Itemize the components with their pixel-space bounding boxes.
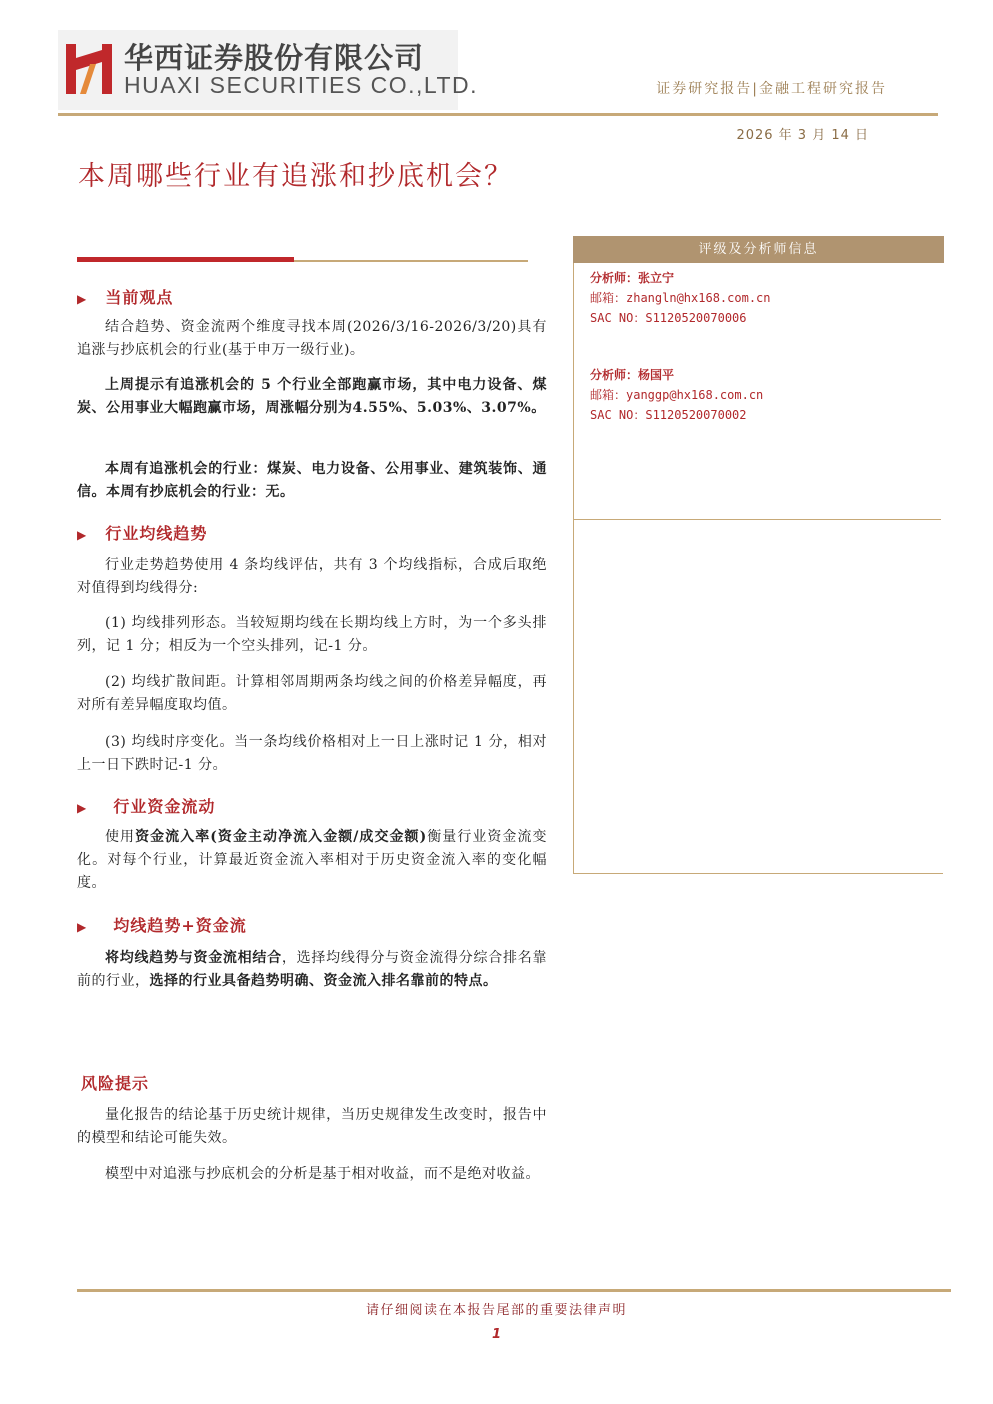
triangle-bullet-icon: ▶ xyxy=(77,528,87,542)
section-bar-rule xyxy=(294,260,528,262)
flow-paragraph: 使用资金流入率(资金主动净流入金额/成交金额)衡量行业资金流变化。对每个行业，计算最近资金流入率相对于历史资金流入率的变化幅度。 xyxy=(77,829,548,891)
section-bar-accent xyxy=(77,257,294,262)
trend-item-3: (3) 均线时序变化。当一条均线价格相对上一日上涨时记 1 分，相对上一日下跌时记-1 分。 xyxy=(77,734,547,773)
analyst-2-sac: SAC NO：S1120520070002 xyxy=(590,408,747,422)
view-paragraph-1: 结合趋势、资金流两个维度寻找本周(2026/3/16-2026/3/20)具有追涨与抄底机会的行业(基于申万一级行业)。 xyxy=(77,319,547,358)
risk-paragraph-1: 量化报告的结论基于历史统计规律，当历史规律发生改变时，报告中的模型和结论可能失效。 xyxy=(77,1107,547,1146)
company-name-cn: 华西证券股份有限公司 xyxy=(124,41,425,75)
trend-item-1: (1) 均线排列形态。当较短期均线在长期均线上方时，为一个多头排列，记 1 分；相反为一个空头排列，记-1 分。 xyxy=(77,615,547,654)
analyst-2-name: 分析师：杨国平 xyxy=(590,368,675,382)
view-paragraph-3: 本周有追涨机会的行业：煤炭、电力设备、公用事业、建筑装饰、通信。本周有抄底机会的行业：无。 xyxy=(77,461,547,500)
sidebar-divider xyxy=(573,519,941,520)
view-paragraph-2: 上周提示有追涨机会的 5 个行业全部跑赢市场，其中电力设备、煤炭、公用事业大幅跑赢市场，周涨幅分别为4.55%、5.03%、3.07%。 xyxy=(77,377,547,416)
report-type: 证券研究报告|金融工程研究报告 xyxy=(656,81,887,97)
trend-paragraph-1: 行业走势趋势使用 4 条均线评估，共有 3 个均线指标，合成后取绝对值得到均线得分: xyxy=(77,557,547,596)
footer-divider xyxy=(77,1289,951,1292)
legal-disclaimer: 请仔细阅读在本报告尾部的重要法律声明 xyxy=(365,1303,627,1318)
triangle-bullet-icon: ▶ xyxy=(77,920,87,934)
analyst-1-email[interactable]: 邮箱：zhangln@hx168.com.cn xyxy=(590,291,771,305)
report-date: 2026 年 3 月 14 日 xyxy=(736,128,869,143)
analyst-2-email[interactable]: 邮箱：yanggp@hx168.com.cn xyxy=(590,388,764,402)
company-name-en: HUAXI SECURITIES CO.,LTD. xyxy=(124,72,479,98)
section-heading-view: ▶ 当前观点 xyxy=(77,288,174,307)
section-heading-trend: ▶ 行业均线趋势 xyxy=(77,524,208,543)
section-heading-combo: ▶ 均线趋势+资金流 xyxy=(77,916,247,935)
header-divider xyxy=(58,113,938,116)
huaxi-logo-icon xyxy=(66,40,114,94)
risk-heading: 风险提示 xyxy=(81,1074,150,1093)
analyst-info-panel xyxy=(573,236,944,874)
section-heading-flow: ▶ 行业资金流动 xyxy=(77,797,216,816)
analyst-info-heading: 评级及分析师信息 xyxy=(573,236,944,263)
analyst-1-name: 分析师：张立宁 xyxy=(590,271,675,285)
page-number: 1 xyxy=(491,1327,502,1342)
triangle-bullet-icon: ▶ xyxy=(77,292,87,306)
risk-paragraph-2: 模型中对追涨与抄底机会的分析是基于相对收益，而不是绝对收益。 xyxy=(105,1166,540,1182)
sidebar-bottom-rule xyxy=(573,873,943,874)
triangle-bullet-icon: ▶ xyxy=(77,801,87,815)
report-title: 本周哪些行业有追涨和抄底机会？ xyxy=(78,161,513,192)
combo-paragraph: 将均线趋势与资金流相结合，选择均线得分与资金流得分综合排名靠前的行业，选择的行业具备趋势明确、资金流入排名靠前的特点。 xyxy=(77,950,548,989)
analyst-1-sac: SAC NO：S1120520070006 xyxy=(590,311,747,325)
trend-item-2: (2) 均线扩散间距。计算相邻周期两条均线之间的价格差异幅度，再对所有差异幅度取均值。 xyxy=(77,674,547,713)
